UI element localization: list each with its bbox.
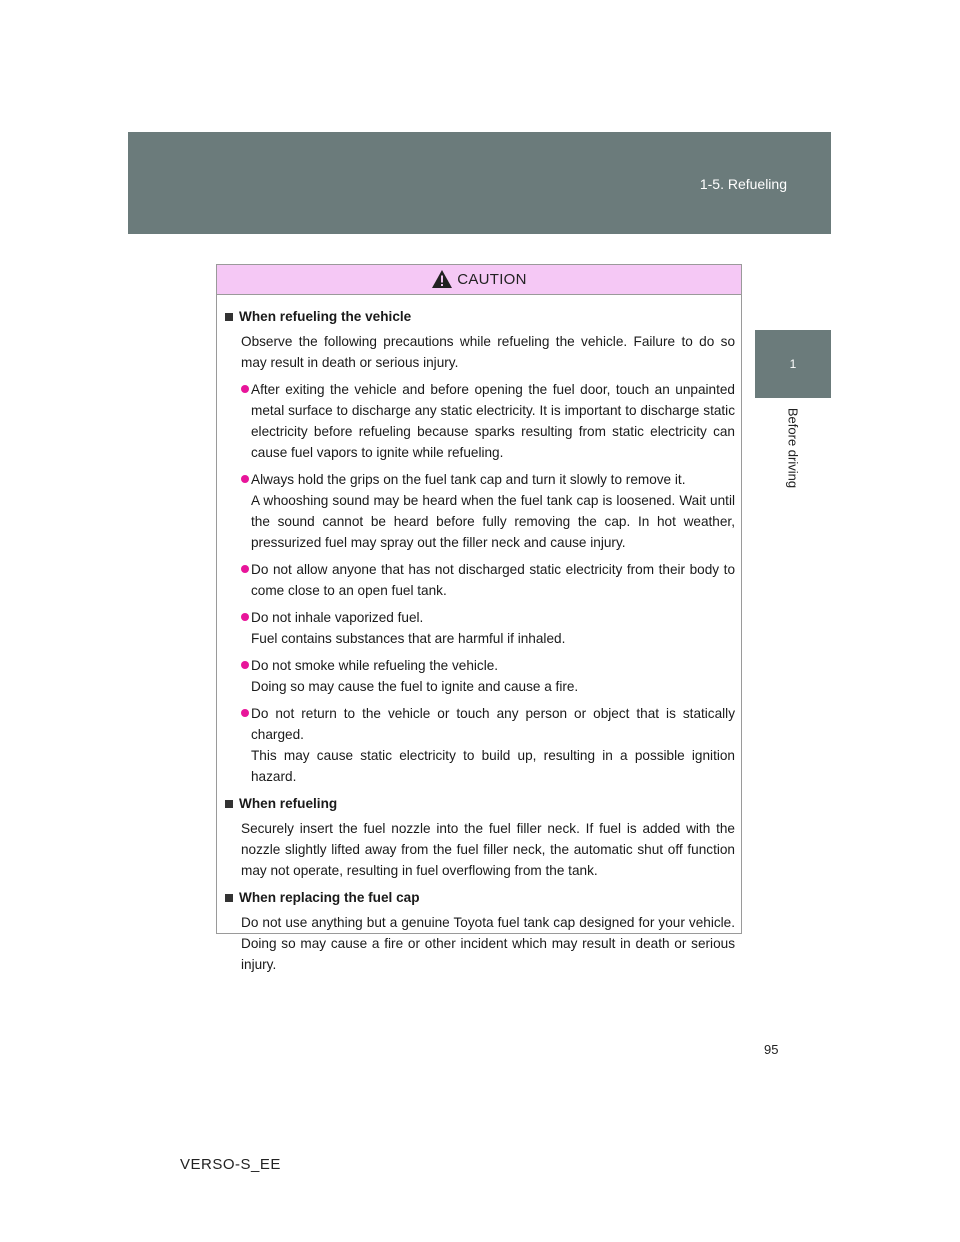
header-band <box>128 132 831 234</box>
caution-section <box>225 887 735 975</box>
bullet-text: This may cause static electricity to build up, resulting in a possible ignition hazard. <box>251 748 735 784</box>
bullet-item <box>251 655 735 697</box>
page-number: 95 <box>764 1042 779 1057</box>
section-description: Do not use anything but a genuine Toyota fuel tank cap designed for your vehicle. Doing so may cause a fire or other incident which may result in death or serious injury. <box>241 915 735 972</box>
section-heading-text: When replacing the fuel cap <box>239 890 420 905</box>
bullet-text: Do not return to the vehicle or touch any person or object that is statically charged. <box>251 706 735 742</box>
chapter-label: Before driving <box>785 407 801 489</box>
bullet-dot-icon <box>241 385 249 393</box>
caution-body <box>217 295 741 975</box>
section-description: Observe the following precautions while refueling the vehicle. Failure to do so may result in death or serious injury. <box>241 334 735 370</box>
document-code: VERSO-S_EE <box>180 1156 281 1173</box>
bullet-text: After exiting the vehicle and before opening the fuel door, touch an unpainted metal surface to discharge any static electricity. It is important to discharge static electricity before refueling because sparks resulting from static electricity can cause fuel vapors to ignite while refueling. <box>251 382 735 460</box>
bullet-item <box>251 607 735 649</box>
section-description: Securely insert the fuel nozzle into the fuel filler neck. If fuel is added with the nozzle slightly lifted away from the fuel filler neck, the automatic shut off function may not operate, resulting in fuel overflowing from the tank. <box>241 821 735 878</box>
caution-title: CAUTION <box>457 271 527 288</box>
section-heading <box>225 793 735 814</box>
square-bullet-icon <box>225 800 233 808</box>
bullet-dot-icon <box>241 613 249 621</box>
section-title: 1-5. Refueling <box>699 176 787 192</box>
bullet-dot-icon <box>241 709 249 717</box>
section-heading-text: When refueling <box>239 796 338 811</box>
caution-section <box>225 793 735 881</box>
bullet-text: Always hold the grips on the fuel tank cap and turn it slowly to remove it. <box>251 472 686 487</box>
warning-triangle-icon <box>431 269 453 289</box>
chapter-tab <box>755 330 831 398</box>
bullet-text: Fuel contains substances that are harmful if inhaled. <box>251 631 566 646</box>
section-heading <box>225 306 735 327</box>
caution-header <box>217 265 741 295</box>
square-bullet-icon <box>225 313 233 321</box>
bullet-text: A whooshing sound may be heard when the fuel tank cap is loosened. Wait until the sound cannot be heard before fully removing the cap. In hot weather, pressurized fuel may spray out the filler neck and cause injury. <box>251 493 735 550</box>
chapter-number: 1 <box>789 357 797 371</box>
caution-box <box>216 264 742 972</box>
square-bullet-icon <box>225 894 233 902</box>
section-heading-text: When refueling the vehicle <box>239 309 412 324</box>
bullet-text: Do not smoke while refueling the vehicle. <box>251 658 499 673</box>
bullet-item <box>251 559 735 601</box>
bullet-text: Doing so may cause the fuel to ignite and cause a fire. <box>251 679 579 694</box>
bullet-text: Do not allow anyone that has not discharged static electricity from their body to come close to an open fuel tank. <box>251 562 735 598</box>
section-heading <box>225 887 735 908</box>
bullet-dot-icon <box>241 565 249 573</box>
bullet-dot-icon <box>241 661 249 669</box>
bullet-item <box>251 469 735 553</box>
bullet-item <box>251 379 735 463</box>
bullet-dot-icon <box>241 475 249 483</box>
bullet-text: Do not inhale vaporized fuel. <box>251 610 424 625</box>
bullet-item <box>251 703 735 787</box>
caution-section <box>225 306 735 787</box>
